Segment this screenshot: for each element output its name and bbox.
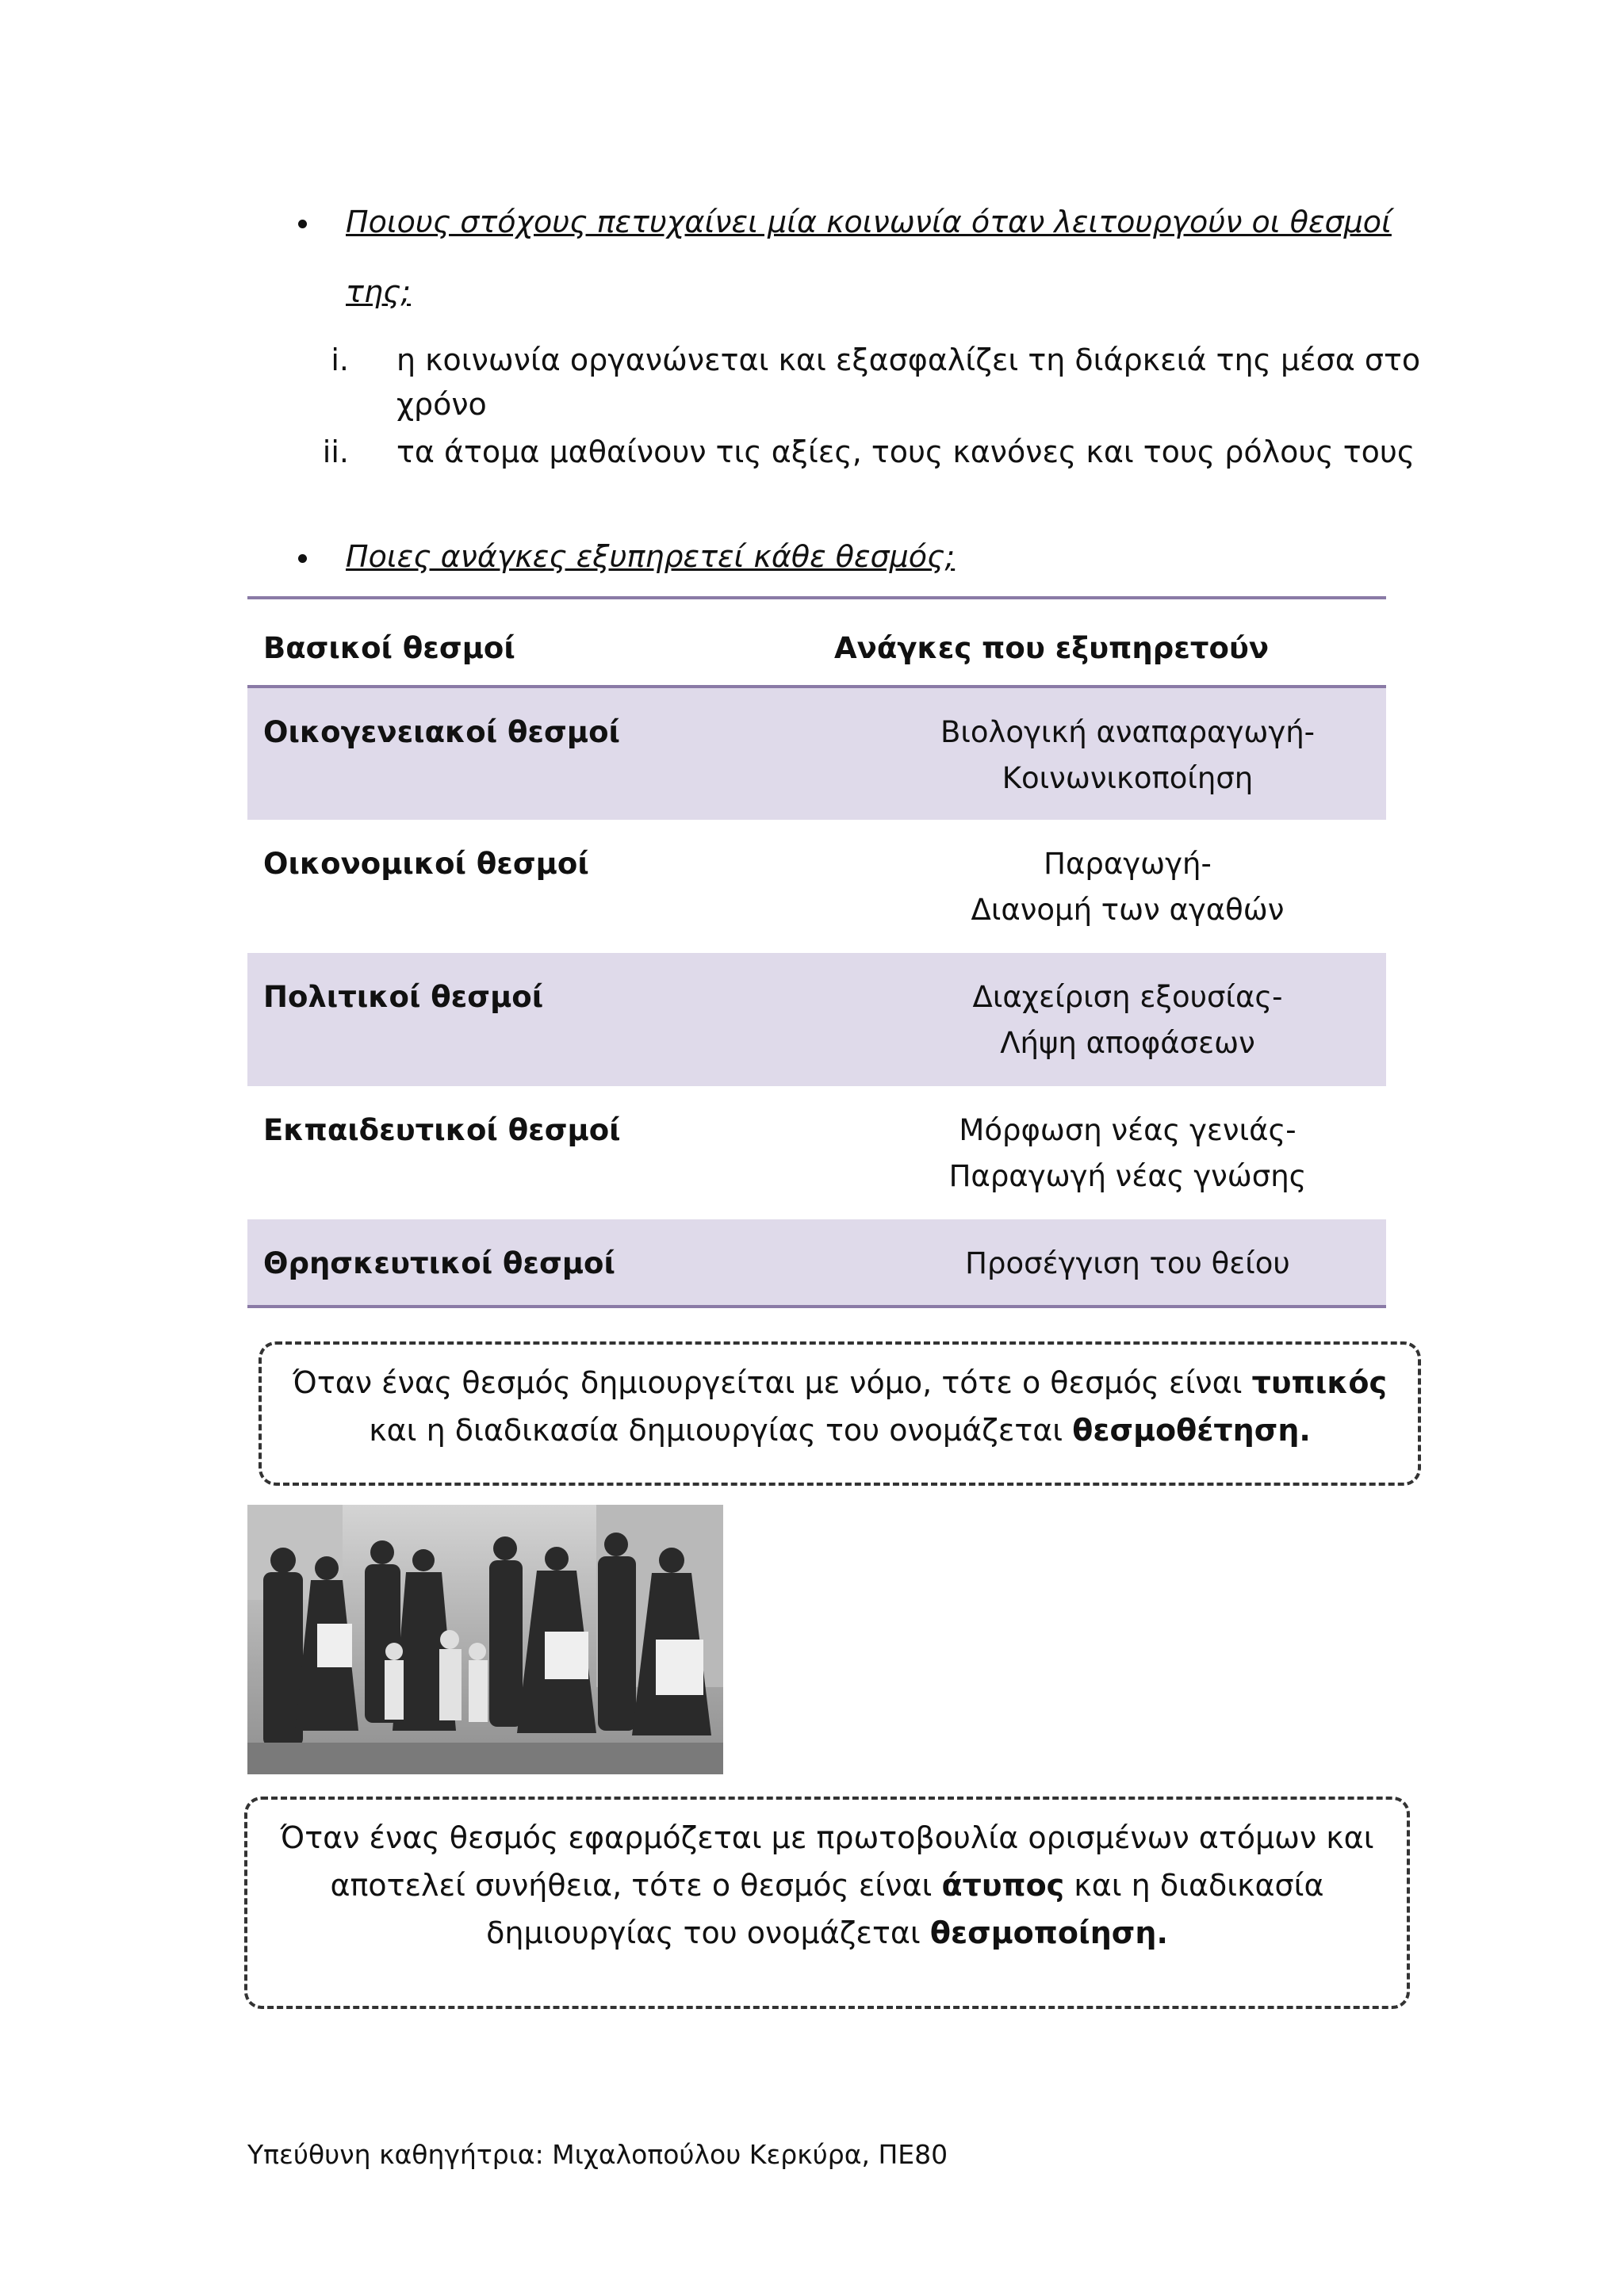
informal-text-pre: Όταν ένας θεσμός εφαρμόζεται με πρωτοβουλία ορισμένων ατόμων και αποτελεί συνήθεια, τότε ο θεσμός είναι: [280, 1820, 1374, 1903]
table-row: [247, 1086, 1386, 1219]
institution-cell: Οικονομικοί θεσμοί: [263, 847, 589, 881]
formal-text-mid: και η διαδικασία δημιουργίας του ονομάζεται: [369, 1413, 1073, 1448]
question-goals-continued: της;: [346, 274, 412, 309]
informal-text-mid: και η διαδικασία δημιουργίας του ονομάζεται: [486, 1868, 1324, 1950]
bullet-icon: [298, 554, 307, 563]
table-header: [247, 599, 1386, 685]
need-cell-continued: Παραγωγή νέας γνώσης: [948, 1159, 1307, 1193]
table-row: [247, 688, 1386, 820]
table-row: [247, 820, 1386, 953]
header-institutions: Βασικοί θεσμοί: [263, 631, 515, 665]
list-item-text: τα άτομα μαθαίνουν τις αξίες, τους κανόνες και τους ρόλους τους: [396, 434, 1415, 469]
table-rule-bottom: [247, 1305, 1386, 1308]
formal-process-term: θεσμοθέτηση.: [1072, 1413, 1311, 1448]
institution-cell: Πολιτικοί θεσμοί: [263, 980, 544, 1014]
list-marker: i.: [331, 342, 349, 377]
institution-cell: Εκπαιδευτικοί θεσμοί: [263, 1113, 621, 1147]
need-cell: Προσέγγιση του θείου: [965, 1246, 1290, 1280]
footer-teacher: Υπεύθυνη καθηγήτρια: Μιχαλοπούλου Κερκύρα, ΠΕ80: [247, 2139, 948, 2170]
family-photo: [247, 1505, 723, 1774]
informal-institution-box: [244, 1797, 1410, 2009]
need-cell: Μόρφωση νέας γενιάς-: [959, 1113, 1297, 1147]
table-row: [247, 953, 1386, 1086]
need-cell: Παραγωγή-: [1044, 847, 1212, 881]
institution-cell: Οικογενειακοί θεσμοί: [263, 715, 620, 749]
informal-process-term: θεσμοποίηση.: [929, 1915, 1168, 1950]
formal-institution-box: [259, 1341, 1421, 1486]
formal-term: τυπικός: [1251, 1365, 1387, 1400]
need-cell-continued: Κοινωνικοποίηση: [1002, 761, 1254, 795]
informal-term: άτυπος: [941, 1868, 1065, 1903]
question-goals: Ποιους στόχους πετυχαίνει μία κοινωνία όταν λειτουργούν οι θεσμοί: [346, 205, 1392, 239]
list-item-text: η κοινωνία οργανώνεται και εξασφαλίζει τη διάρκειά της μέσα στο: [396, 342, 1421, 377]
bullet-icon: [298, 220, 307, 228]
institution-cell: Θρησκευτικοί θεσμοί: [263, 1246, 615, 1280]
institutions-table: [247, 596, 1386, 1308]
formal-text-pre: Όταν ένας θεσμός δημιουργείται με νόμο, τότε ο θεσμός είναι: [293, 1365, 1252, 1400]
need-cell-continued: Λήψη αποφάσεων: [1000, 1026, 1255, 1060]
table-row: [247, 1219, 1386, 1305]
question-needs: Ποιες ανάγκες εξυπηρετεί κάθε θεσμός;: [346, 539, 956, 574]
list-marker: ii.: [322, 434, 349, 469]
header-needs: Ανάγκες που εξυπηρετούν: [834, 631, 1270, 665]
list-item-text-continued: χρόνο: [396, 387, 487, 422]
need-cell: Διαχείριση εξουσίας-: [972, 980, 1283, 1014]
need-cell: Βιολογική αναπαραγωγή-: [940, 715, 1316, 749]
need-cell-continued: Διανομή των αγαθών: [971, 893, 1285, 927]
